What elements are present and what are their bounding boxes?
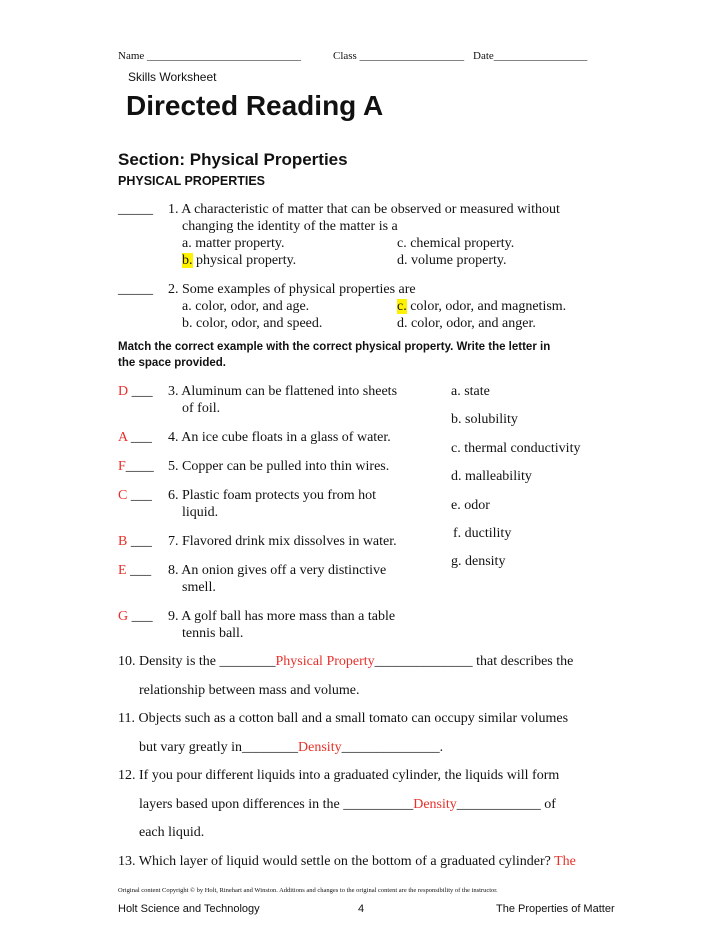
written-answer[interactable]: The [554, 854, 576, 869]
choice-d: d. color, odor, and anger. [397, 316, 536, 331]
footer-publisher: Holt Science and Technology [118, 903, 260, 915]
question-text: 2. Some examples of physical properties are [168, 282, 416, 297]
fill-question-cont: but vary greatly in________Density______________. [139, 740, 444, 755]
answer-blank[interactable]: _____ [118, 282, 153, 297]
match-option: b. solubility [451, 412, 518, 427]
match-option: e. odor [451, 498, 490, 513]
choice-c: c. chemical property. [397, 236, 515, 251]
match-item-cont: tennis ball. [182, 626, 244, 641]
match-answer[interactable]: G ___ [118, 609, 153, 624]
match-answer[interactable]: E ___ [118, 563, 152, 578]
match-option: g. density [451, 554, 506, 569]
choice-a: a. color, odor, and age. [182, 299, 310, 314]
question-text: changing the identity of the matter is a [182, 219, 398, 234]
match-answer[interactable]: A ___ [118, 430, 152, 445]
match-option: a. state [451, 384, 490, 399]
match-answer[interactable]: F____ [118, 459, 154, 474]
fill-question: 11. Objects such as a cotton ball and a small tomato can occupy similar volumes [118, 711, 569, 726]
date-field-label: Date_________________ [473, 50, 588, 62]
written-answer[interactable]: Density [298, 740, 342, 755]
match-item: 4. An ice cube floats in a glass of water. [168, 430, 391, 445]
match-answer[interactable]: B ___ [118, 534, 152, 549]
class-field-label: Class ___________________ [333, 50, 465, 62]
match-answer[interactable]: D ___ [118, 384, 153, 399]
instructions: Match the correct example with the correct physical property. Write the letter in [118, 341, 551, 353]
highlighted-answer: b. [182, 253, 193, 268]
match-item: 8. An onion gives off a very distinctive [168, 563, 387, 578]
choice-a: a. matter property. [182, 236, 285, 251]
instructions: the space provided. [118, 357, 227, 369]
match-item-cont: smell. [182, 580, 216, 595]
worksheet-label: Skills Worksheet [128, 70, 217, 84]
match-answer[interactable]: C ___ [118, 488, 152, 503]
fill-question: 12. If you pour different liquids into a graduated cylinder, the liquids will form [118, 768, 560, 783]
match-option: d. malleability [451, 469, 532, 484]
fill-question-cont: relationship between mass and volume. [139, 683, 360, 698]
choice-b: b. color, odor, and speed. [182, 316, 323, 331]
fill-question-cont: each liquid. [139, 825, 205, 840]
fill-question: 13. Which layer of liquid would settle on the bottom of a graduated cylinder? The [118, 854, 576, 869]
name-field-label: Name ____________________________ [118, 50, 302, 62]
copyright-notice: Original content Copyright © by Holt, Rinehart and Winston. Additions and changes to the original content are the responsibility of the instructor. [118, 887, 498, 894]
written-answer[interactable]: Density [413, 797, 457, 812]
match-item-cont: liquid. [182, 505, 219, 520]
match-item: 7. Flavored drink mix dissolves in water. [168, 534, 397, 549]
footer-book-title: The Properties of Matter [496, 903, 615, 915]
match-option: c. thermal conductivity [451, 441, 581, 456]
match-option: f. ductility [453, 526, 512, 541]
choice-b: b. physical property. [182, 253, 297, 268]
subsection-title: PHYSICAL PROPERTIES [118, 174, 266, 188]
answer-blank[interactable]: _____ [118, 202, 153, 217]
choice-d: d. volume property. [397, 253, 507, 268]
match-item: 9. A golf ball has more mass than a table [168, 609, 396, 624]
match-item-cont: of foil. [182, 401, 221, 416]
written-answer[interactable]: Physical Property [275, 654, 375, 669]
match-item: 3. Aluminum can be flattened into sheets [168, 384, 398, 399]
match-item: 6. Plastic foam protects you from hot [168, 488, 377, 503]
fill-question-cont: layers based upon differences in the __________Density____________ of [139, 797, 556, 812]
section-title: Section: Physical Properties [118, 150, 348, 169]
match-item: 5. Copper can be pulled into thin wires. [168, 459, 390, 474]
fill-question: 10. Density is the ________Physical Property______________ that describes the [118, 654, 574, 669]
page-number: 4 [358, 903, 365, 915]
highlighted-answer: c. [397, 299, 407, 314]
choice-c: c. color, odor, and magnetism. [397, 299, 567, 314]
page-title: Directed Reading A [126, 90, 384, 121]
question-text: 1. A characteristic of matter that can be observed or measured without [168, 202, 560, 217]
